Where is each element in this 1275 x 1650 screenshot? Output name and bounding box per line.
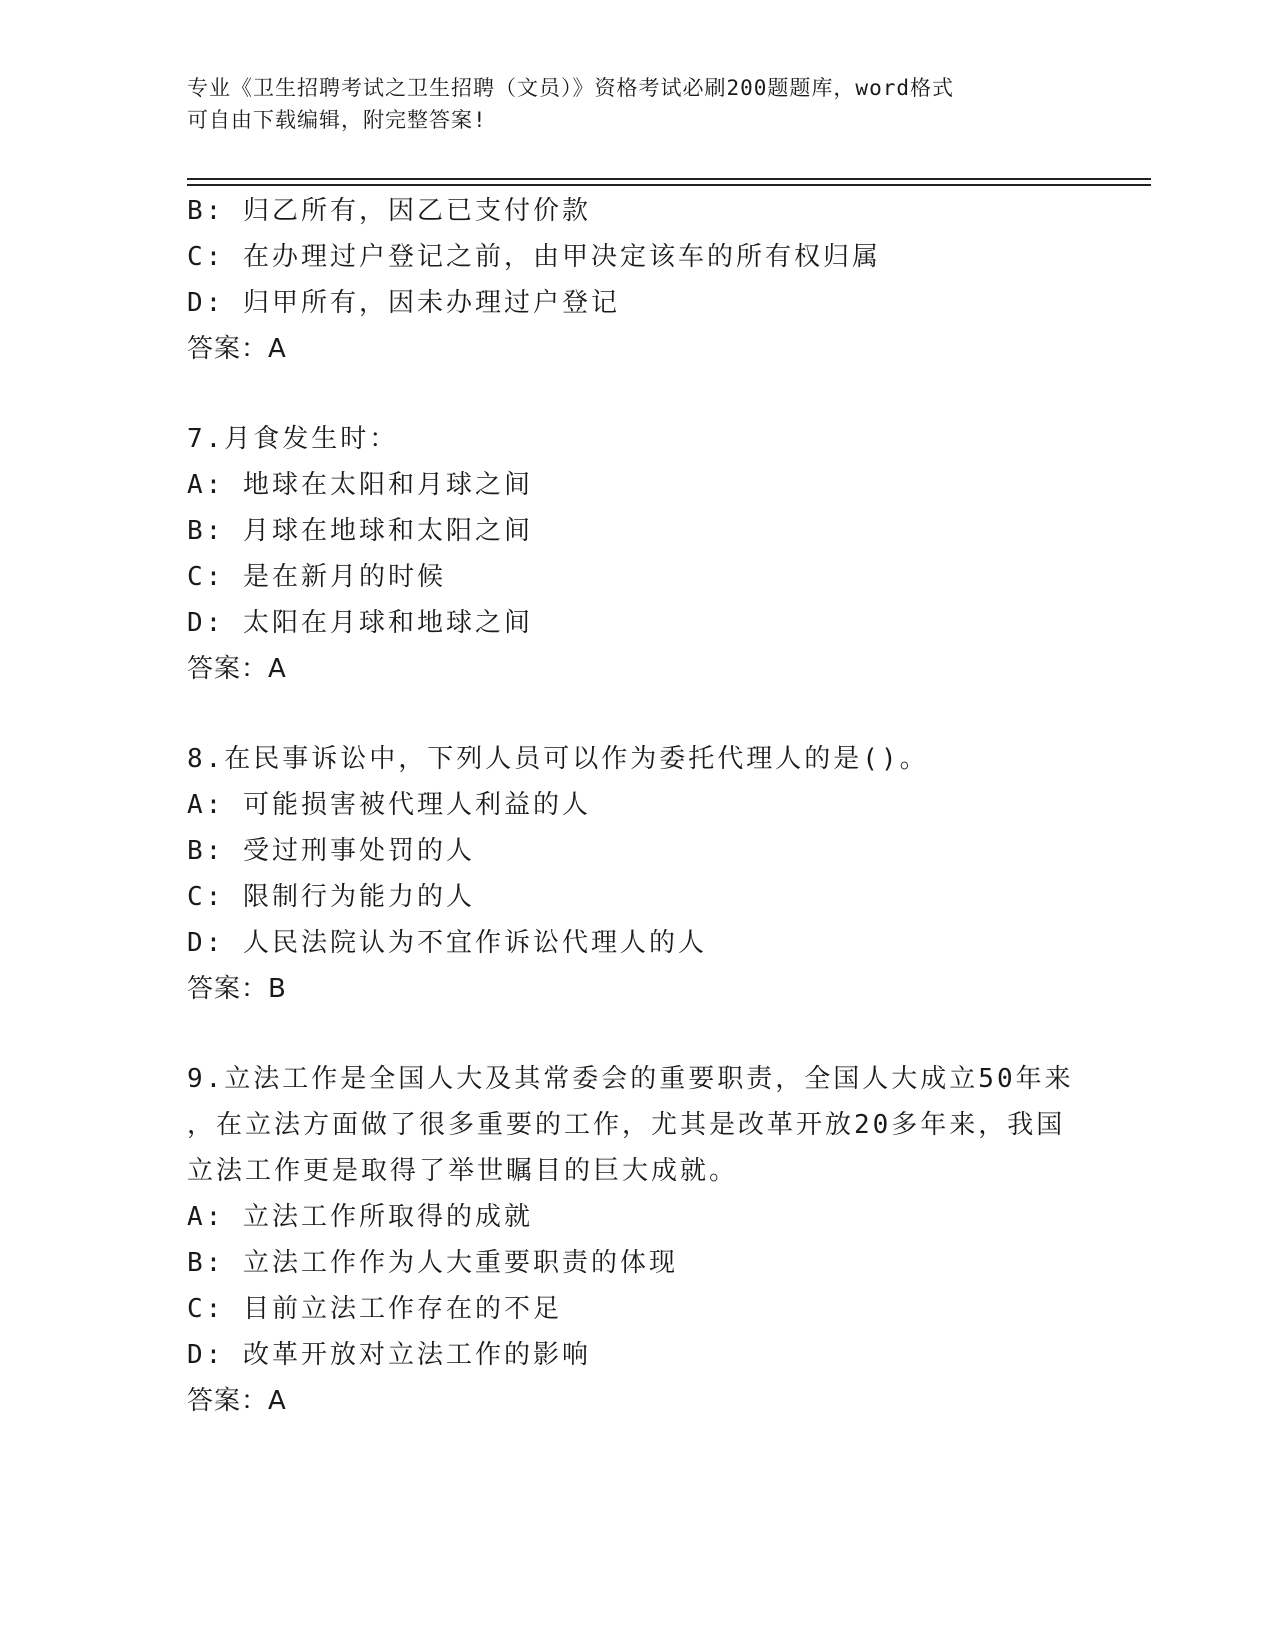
- question-block-9: [187, 1056, 1087, 1424]
- question-stem-line-3: 立法工作更是取得了举世瞩目的巨大成就。: [187, 1156, 739, 1186]
- question-stem-line-2: ，在立法方面做了很多重要的工作，尤其是改革开放20多年来，我国: [187, 1110, 1066, 1140]
- option-c: C: 是在新月的时候: [187, 562, 446, 592]
- option-b: B: 归乙所有，因乙已支付价款: [187, 196, 591, 226]
- header-divider-bottom: [187, 184, 1151, 186]
- answer-line: 答案：A: [187, 1386, 287, 1416]
- option-d: D: 改革开放对立法工作的影响: [187, 1340, 591, 1370]
- question-stem: 8.在民事诉讼中，下列人员可以作为委托代理人的是()。: [187, 744, 929, 774]
- document-body: [187, 188, 1087, 1424]
- question-block-8: [187, 736, 1087, 1012]
- question-stem: 7.月食发生时：: [187, 424, 399, 454]
- option-b: B: 受过刑事处罚的人: [187, 836, 475, 866]
- question-stem-line-1: 9.立法工作是全国人大及其常委会的重要职责，全国人大成立50年来: [187, 1064, 1074, 1094]
- question-block-7: [187, 416, 1087, 692]
- option-b: B: 立法工作作为人大重要职责的体现: [187, 1248, 678, 1278]
- header-line-2: 可自由下载编辑，附完整答案!: [187, 108, 487, 132]
- option-c: C: 限制行为能力的人: [187, 882, 475, 912]
- option-d: D: 归甲所有，因未办理过户登记: [187, 288, 620, 318]
- document-header: [187, 72, 1067, 136]
- answer-line: 答案：A: [187, 334, 287, 364]
- header-line-1: 专业《卫生招聘考试之卫生招聘（文员）》资格考试必刷200题题库，word格式: [187, 76, 954, 100]
- question-block-continued: [187, 188, 1087, 372]
- option-b: B: 月球在地球和太阳之间: [187, 516, 533, 546]
- option-a: A: 立法工作所取得的成就: [187, 1202, 533, 1232]
- option-c: C: 目前立法工作存在的不足: [187, 1294, 562, 1324]
- answer-line: 答案：B: [187, 974, 287, 1004]
- option-d: D: 太阳在月球和地球之间: [187, 608, 533, 638]
- answer-line: 答案：A: [187, 654, 287, 684]
- option-a: A: 可能损害被代理人利益的人: [187, 790, 591, 820]
- option-c: C: 在办理过户登记之前，由甲决定该车的所有权归属: [187, 242, 881, 272]
- option-a: A: 地球在太阳和月球之间: [187, 470, 533, 500]
- header-divider-top: [187, 178, 1151, 180]
- option-d: D: 人民法院认为不宜作诉讼代理人的人: [187, 928, 707, 958]
